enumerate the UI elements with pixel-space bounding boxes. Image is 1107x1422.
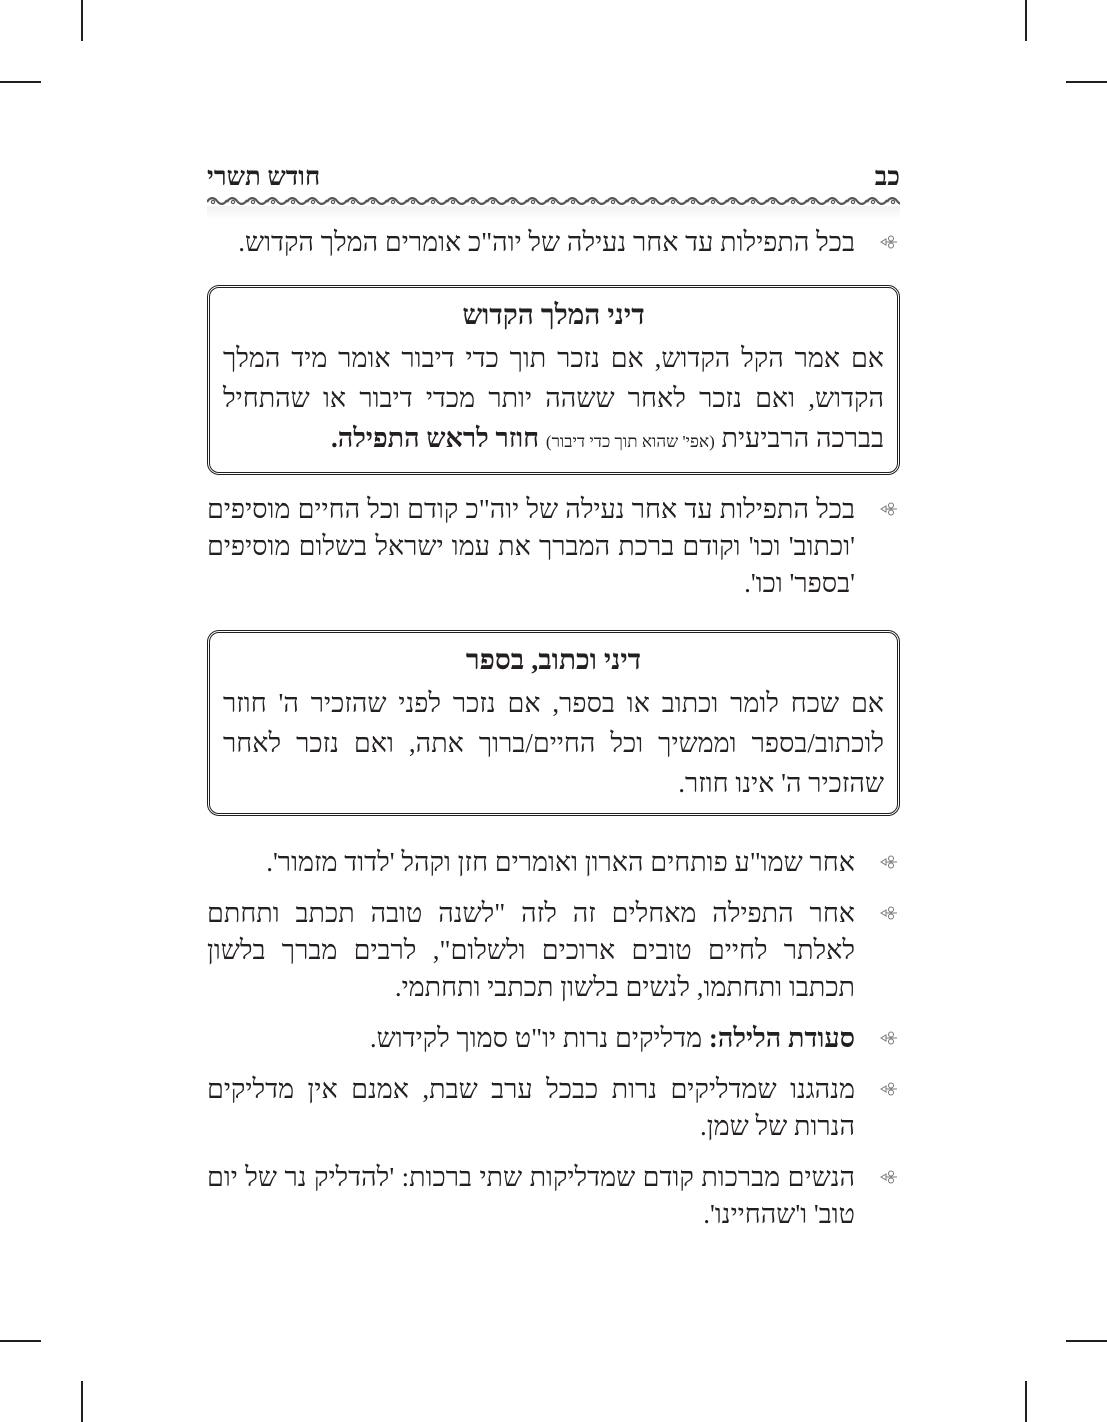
item-text: מדליקים נרות יו"ט סמוך לקידוש.	[369, 1023, 709, 1053]
fleuron-icon	[880, 1031, 898, 1045]
box-title: דיני וכתוב, בספר	[465, 645, 642, 676]
list-item	[207, 1020, 900, 1057]
crop-mark-bottom-left-horizontal	[0, 1340, 41, 1342]
item-text: בכל התפילות עד אחר נעילה של יוה"כ אומרים המלך הקדוש.	[238, 227, 855, 257]
crop-mark-top-left-horizontal	[0, 81, 41, 83]
rule-box-hamelech-hakadosh	[207, 285, 900, 475]
fleuron-icon	[880, 502, 898, 516]
item-text: אחר התפילה מאחלים זה לזה "לשנה טובה תכתב ותחתם לאלתר לחיים טובים ארוכים ולשלום", לרבים מברך בלשון תכתבו ותחתמו, לנשים בלשון תכתבי ותחתמי.	[207, 898, 855, 1002]
rule-shadow	[207, 206, 900, 220]
fleuron-icon	[880, 906, 898, 920]
fleuron-icon	[880, 235, 898, 249]
list-item	[207, 491, 900, 602]
item-text: הנשים מברכות קודם שמדליקות שתי ברכות: 'להדליק נר של יום טוב' ו'שהחיינו'.	[207, 1162, 855, 1229]
document-page	[207, 160, 900, 1233]
box-small-note: (אפי' שהוא תוך כדי דיבור)	[545, 432, 715, 451]
item-text: מנהגנו שמדליקים נרות כבכל ערב שבת, אמנם אין מדליקים הנרות של שמן.	[207, 1074, 855, 1141]
list-item	[207, 844, 900, 881]
item-text: בכל התפילות עד אחר נעילה של יוה"כ קודם וכל החיים מוסיפים 'וכתוב' וכו' וקודם ברכת המברך את עמו ישראל בשלום מוסיפים 'בספר' וכו'.	[207, 494, 855, 598]
item-text: אחר שמו"ע פותחים הארון ואומרים חזן וקהל 'לדוד מזמור'.	[266, 847, 855, 877]
crop-mark-top-right-horizontal	[1066, 81, 1107, 83]
crop-mark-bottom-right-horizontal	[1066, 1340, 1107, 1342]
crop-mark-top-left-vertical	[81, 0, 83, 41]
chapter-title: חודש תשרי	[207, 162, 321, 191]
crop-mark-bottom-left-vertical	[81, 1381, 83, 1422]
box-text: אם אמר הקל הקדוש, אם נזכר תוך כדי דיבור אומר מיד המלך הקדוש, ואם נזכר לאחר ששהה יותר מכדי דיבור או שהתחיל בברכה הרביעית	[223, 343, 884, 453]
list-item	[207, 224, 900, 261]
list-item	[207, 1071, 900, 1145]
rule-box-uchtov-besefer	[207, 630, 900, 816]
fleuron-icon	[880, 1082, 898, 1096]
fleuron-icon	[880, 855, 898, 869]
list-item	[207, 895, 900, 1006]
crop-mark-bottom-right-vertical	[1025, 1381, 1027, 1422]
fleuron-icon	[880, 1170, 898, 1184]
page-number: כב	[874, 162, 900, 191]
box-bold-text: חוזר לראש התפילה.	[330, 423, 546, 453]
box-body: אם שכח לומר וכתוב או בספר, אם נזכר לפני שהזכיר ה' חוזר לוכתוב/בספר וממשיך וכל החיים/ברוך אתה, ואם נזכר לאחר שהזכיר ה' אינו חוזר.	[223, 688, 884, 798]
list-item	[207, 1159, 900, 1233]
wave-ornament-rule	[207, 196, 900, 206]
running-head	[207, 160, 900, 194]
box-body	[223, 338, 884, 462]
box-title: דיני המלך הקדוש	[462, 300, 645, 331]
crop-mark-top-right-vertical	[1025, 0, 1027, 41]
item-bold-lead: סעודת הלילה:	[708, 1023, 855, 1053]
